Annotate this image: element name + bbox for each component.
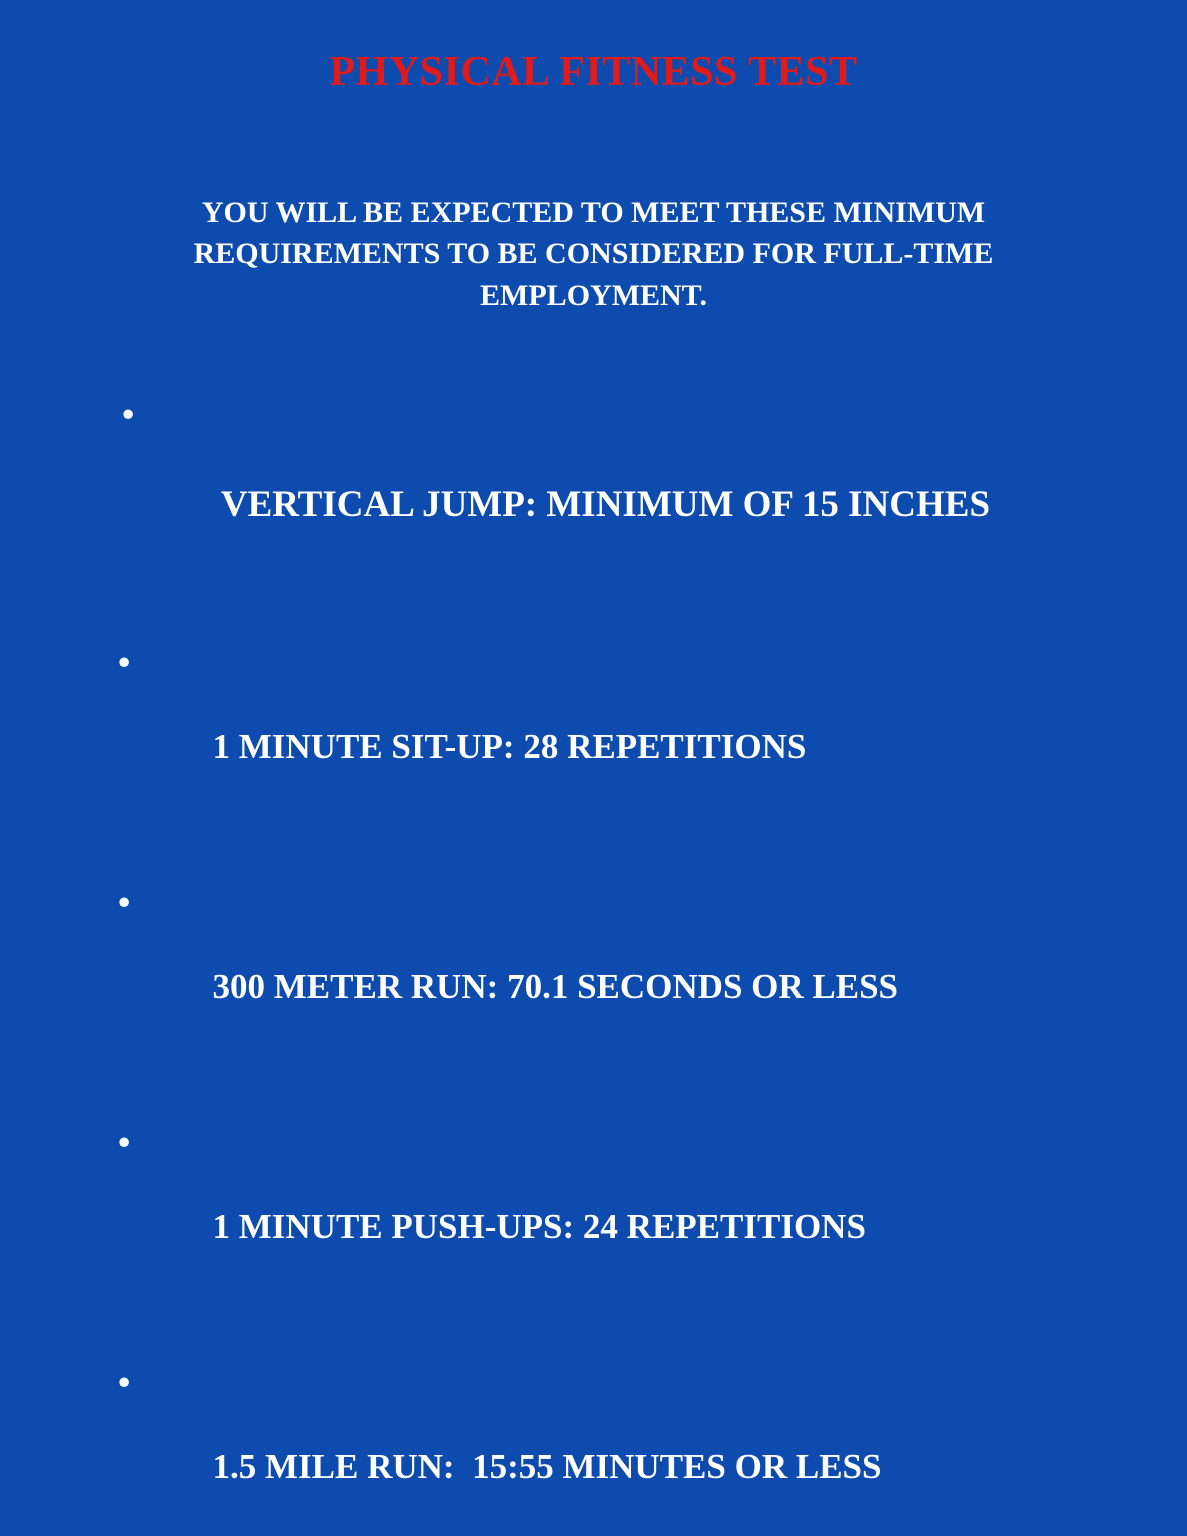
bullet-icon: •: [118, 642, 131, 682]
list-item: [118, 882, 1187, 1050]
bullet-icon: •: [118, 1122, 131, 1162]
list-item: [118, 642, 1187, 810]
bullet-icon: •: [118, 882, 131, 922]
requirements-list: [0, 316, 1187, 1530]
list-item: [118, 1122, 1187, 1290]
list-item-label: 1 MINUTE PUSH-UPS: 24 REPETITIONS: [212, 1206, 866, 1246]
list-item: [118, 1362, 1187, 1530]
list-item: [118, 394, 1187, 572]
list-item-label: 1.5 MILE RUN: 15:55 MINUTES OR LESS: [212, 1446, 882, 1486]
list-item-label: 1 MINUTE SIT-UP: 28 REPETITIONS: [212, 726, 807, 766]
list-item-label: VERTICAL JUMP: MINIMUM OF 15 INCHES: [220, 483, 991, 525]
list-item-label: 300 METER RUN: 70.1 SECONDS OR LESS: [212, 966, 899, 1006]
subtitle-text: YOU WILL BE EXPECTED TO MEET THESE MINIMUM REQUIREMENTS TO BE CONSIDERED FOR FULL-TIME EMPLOYMENT.: [193, 196, 994, 312]
bullet-icon: •: [122, 395, 135, 435]
bullet-icon: •: [118, 1362, 131, 1402]
page-title: PHYSICAL FITNESS TEST: [329, 49, 858, 95]
